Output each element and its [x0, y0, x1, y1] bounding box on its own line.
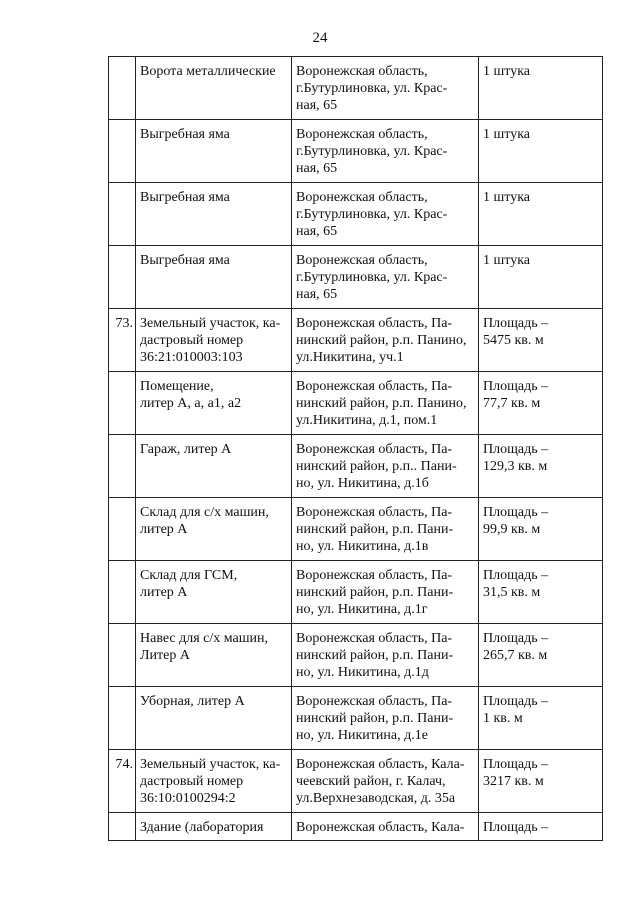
object-name: Здание (лаборатория	[136, 813, 292, 841]
object-area: Площадь – 1 кв. м	[479, 687, 603, 750]
row-number	[109, 183, 136, 246]
page-number: 24	[312, 30, 328, 46]
property-table-wrapper	[108, 56, 603, 841]
table-row	[109, 183, 603, 246]
row-number	[109, 687, 136, 750]
table-row	[109, 624, 603, 687]
object-area: Площадь – 99,9 кв. м	[479, 498, 603, 561]
object-name: Выгребная яма	[136, 183, 292, 246]
table-row	[109, 498, 603, 561]
row-number	[109, 624, 136, 687]
object-address: Воронежская область, Кала-	[292, 813, 479, 841]
object-area: Площадь – 31,5 кв. м	[479, 561, 603, 624]
object-name: Помещение, литер А, а, а1, а2	[136, 372, 292, 435]
table-row	[109, 246, 603, 309]
row-number	[109, 498, 136, 561]
object-address: Воронежская область, Па- нинский район, р.п. Панино, ул.Никитина, уч.1	[292, 309, 479, 372]
row-number: 73.	[109, 309, 136, 372]
object-address: Воронежская область, г.Бутурлиновка, ул. Крас- ная, 65	[292, 246, 479, 309]
row-number	[109, 246, 136, 309]
row-number	[109, 561, 136, 624]
object-area: 1 штука	[479, 57, 603, 120]
object-area: Площадь – 265,7 кв. м	[479, 624, 603, 687]
object-address: Воронежская область, Па- нинский район, р.п. Пани- но, ул. Никитина, д.1г	[292, 561, 479, 624]
object-area: 1 штука	[479, 183, 603, 246]
object-area: Площадь –	[479, 813, 603, 841]
object-address: Воронежская область, Па- нинский район, р.п. Пани- но, ул. Никитина, д.1в	[292, 498, 479, 561]
object-area: Площадь – 3217 кв. м	[479, 750, 603, 813]
object-name: Склад для ГСМ, литер А	[136, 561, 292, 624]
table-row	[109, 435, 603, 498]
object-address: Воронежская область, Кала- чеевский район, г. Калач, ул.Верхнезаводская, д. 35а	[292, 750, 479, 813]
object-name: Навес для с/х машин, Литер А	[136, 624, 292, 687]
row-number	[109, 813, 136, 841]
object-name: Ворота металлические	[136, 57, 292, 120]
object-area: Площадь – 129,3 кв. м	[479, 435, 603, 498]
object-address: Воронежская область, г.Бутурлиновка, ул. Крас- ная, 65	[292, 183, 479, 246]
object-address: Воронежская область, Па- нинский район, р.п. Пани- но, ул. Никитина, д.1е	[292, 687, 479, 750]
row-number	[109, 120, 136, 183]
table-row	[109, 57, 603, 120]
object-name: Уборная, литер А	[136, 687, 292, 750]
property-table	[108, 56, 603, 841]
object-address: Воронежская область, г.Бутурлиновка, ул. Крас- ная, 65	[292, 120, 479, 183]
table-row	[109, 750, 603, 813]
row-number	[109, 57, 136, 120]
object-name: Земельный участок, ка- дастровый номер 36:21:010003:103	[136, 309, 292, 372]
object-area: Площадь – 77,7 кв. м	[479, 372, 603, 435]
object-name: Выгребная яма	[136, 246, 292, 309]
object-name: Гараж, литер А	[136, 435, 292, 498]
row-number: 74.	[109, 750, 136, 813]
table-row	[109, 372, 603, 435]
object-address: Воронежская область, Па- нинский район, р.п. Панино, ул.Никитина, д.1, пом.1	[292, 372, 479, 435]
table-row	[109, 813, 603, 841]
object-name: Земельный участок, ка- дастровый номер 36:10:0100294:2	[136, 750, 292, 813]
object-area: 1 штука	[479, 120, 603, 183]
object-name: Выгребная яма	[136, 120, 292, 183]
row-number	[109, 372, 136, 435]
object-address: Воронежская область, Па- нинский район, р.п. Пани- но, ул. Никитина, д.1д	[292, 624, 479, 687]
row-number	[109, 435, 136, 498]
object-address: Воронежская область, г.Бутурлиновка, ул. Крас- ная, 65	[292, 57, 479, 120]
object-area: Площадь – 5475 кв. м	[479, 309, 603, 372]
table-row	[109, 120, 603, 183]
object-area: 1 штука	[479, 246, 603, 309]
table-row	[109, 309, 603, 372]
object-address: Воронежская область, Па- нинский район, р.п.. Пани- но, ул. Никитина, д.1б	[292, 435, 479, 498]
object-name: Склад для с/х машин, литер А	[136, 498, 292, 561]
table-row	[109, 687, 603, 750]
table-row	[109, 561, 603, 624]
